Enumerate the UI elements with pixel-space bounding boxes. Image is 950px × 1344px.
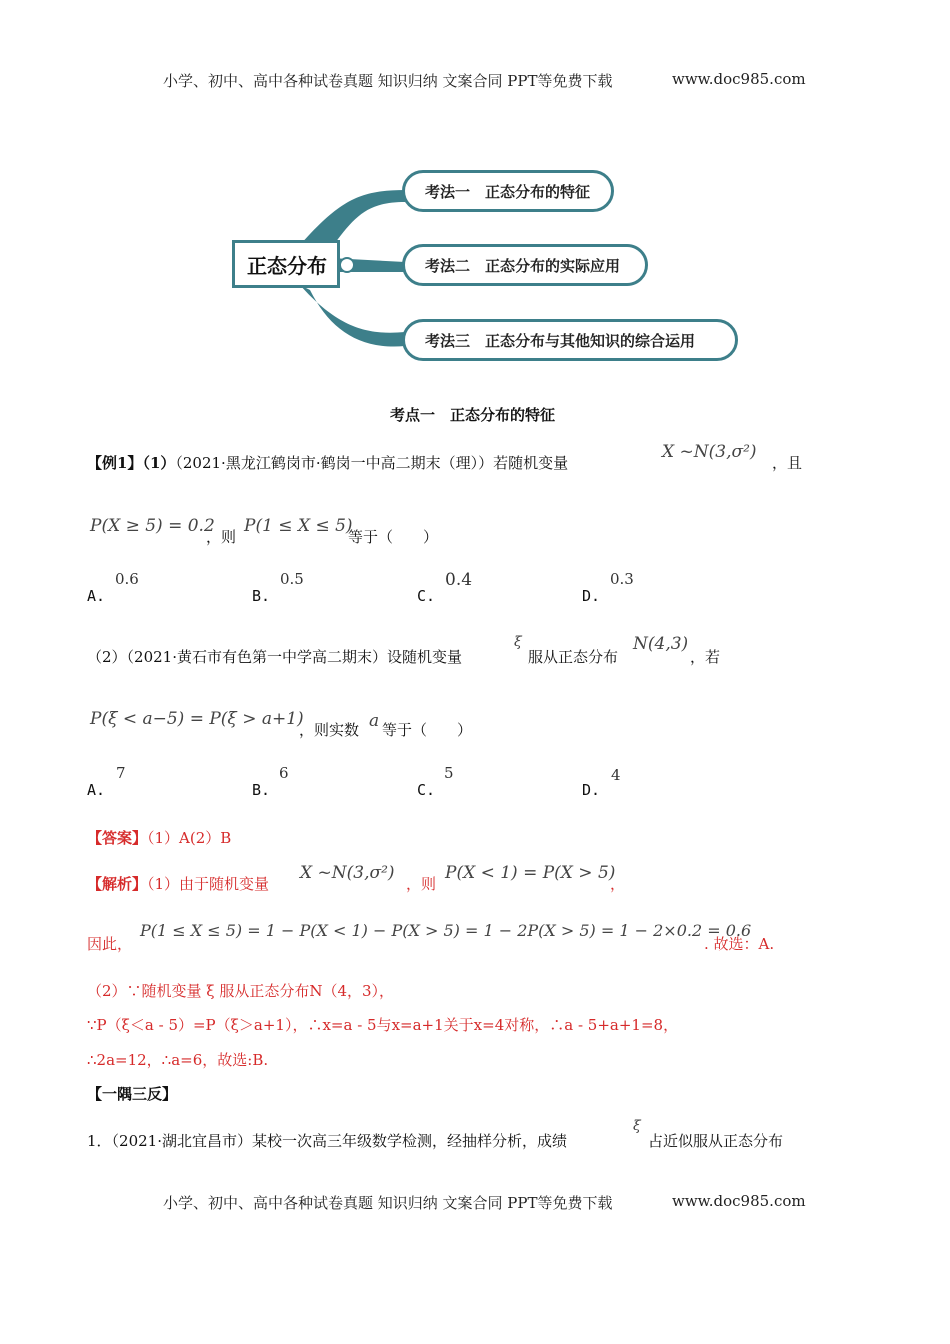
- q1-target: P(1 ≤ X ≤ 5): [244, 516, 353, 536]
- q2-equals: 等于（ ）: [382, 721, 473, 739]
- analysis-l5: ∴2a=12，∴a=6，故选:B.: [87, 1051, 269, 1069]
- analysis-l2-eq: P(1 ≤ X ≤ 5) = 1 − P(X < 1) − P(X > 5) = 1 − 2P(X > 5) = 1 − 2×0.2 = 0.6: [140, 921, 752, 940]
- q2-option-d-label: D.: [582, 781, 601, 799]
- mindmap-root: 正态分布: [232, 240, 340, 288]
- q2-option-b-value: 6: [279, 764, 289, 782]
- section-title: 考点一 正态分布的特征: [390, 406, 556, 424]
- example-q1-num: （1）: [142, 454, 176, 472]
- footer-url: www.doc985.com: [672, 1192, 806, 1210]
- q2-follows: 服从正态分布: [528, 648, 619, 666]
- answer-line: [87, 827, 231, 848]
- q2-option-c-label: C.: [417, 781, 436, 799]
- q1-option-b-value: 0.5: [280, 570, 304, 588]
- q2-option-a-value: 7: [116, 764, 126, 782]
- practice-tag: 【一隅三反】: [87, 1085, 178, 1103]
- analysis-l3: （2）∵随机变量 ξ 服从正态分布N（4，3），: [87, 982, 395, 1000]
- q2-then: ，则实数: [299, 721, 360, 739]
- q2-xi: ξ: [514, 634, 522, 650]
- answer-tag: 【答案】: [87, 829, 148, 847]
- mindmap-branch-3: 考法三 正态分布与其他知识的综合运用: [402, 319, 738, 361]
- example-tag: 【例1】: [87, 454, 143, 472]
- header-url: www.doc985.com: [672, 70, 806, 88]
- footer-text: 小学、初中、高中各种试卷真题 知识归纳 文案合同 PPT等免费下载: [163, 1194, 613, 1212]
- q1-option-b-label: B.: [252, 587, 271, 605]
- q1-option-a-value: 0.6: [115, 570, 139, 588]
- q2-option-c-value: 5: [444, 764, 454, 782]
- analysis-l1-then: ，则: [406, 875, 437, 893]
- practice-item-1-end: 占近似服从正态分布: [648, 1132, 784, 1150]
- q1-option-c-value: 0.4: [445, 570, 473, 590]
- q2-dist: N(4,3): [633, 634, 689, 654]
- mindmap-branch-1: 考法一 正态分布的特征: [402, 170, 614, 212]
- analysis-l1-eq: P(X < 1) = P(X > 5): [445, 863, 616, 883]
- q1-option-c-label: C.: [417, 587, 436, 605]
- q2-option-a-label: A.: [87, 781, 106, 799]
- analysis-l1-end: ，: [610, 875, 626, 893]
- analysis-line-1: [87, 873, 269, 894]
- analysis-l2-prefix: 因此，: [87, 935, 133, 953]
- q2-option-d-value: 4: [611, 766, 621, 784]
- analysis-l2-end: . 故选：A.: [704, 935, 775, 953]
- answer-text: （1）A(2）B: [147, 829, 232, 847]
- analysis-l4: ∵P（ξ＜a - 5）=P（ξ＞a+1），∴x=a - 5与x=a+1关于x=4对称，∴a - 5+a+1=8，: [87, 1016, 679, 1034]
- q2-if: ，若: [690, 648, 721, 666]
- example-q1-source: （2021·黑龙江鹤岗市·鹤岗一中高二期末（理））若随机变量: [175, 454, 569, 472]
- practice-xi: ξ: [633, 1118, 641, 1134]
- q1-option-d-value: 0.3: [610, 570, 634, 588]
- q2-option-b-label: B.: [252, 781, 271, 799]
- q2-a: a: [369, 711, 380, 731]
- q2-cond: P(ξ < a−5) = P(ξ > a+1): [90, 709, 304, 729]
- q1-equals: 等于（ ）: [348, 528, 439, 546]
- header-text: 小学、初中、高中各种试卷真题 知识归纳 文案合同 PPT等免费下载: [163, 72, 613, 90]
- q1-and: ，且: [772, 454, 803, 472]
- mindmap-branch-2: 考法二 正态分布的实际应用: [402, 244, 648, 286]
- q1-then: ，则: [206, 528, 237, 546]
- practice-item-1: 1．（2021·湖北宜昌市）某校一次高三年级数学检测，经抽样分析，成绩: [87, 1132, 567, 1150]
- q1-dist: X ~N(3,σ²): [662, 442, 757, 462]
- q1-option-a-label: A.: [87, 587, 106, 605]
- q2-source: （2）（2021·黄石市有色第一中学高二期末）设随机变量: [87, 648, 462, 666]
- analysis-l1-text: （1）由于随机变量: [147, 875, 270, 893]
- q1-option-d-label: D.: [582, 587, 601, 605]
- example-line-1: [87, 452, 568, 473]
- analysis-tag: 【解析】: [87, 875, 148, 893]
- q1-cond: P(X ≥ 5) = 0.2: [90, 516, 215, 536]
- analysis-l1-dist: X ~N(3,σ²): [300, 863, 395, 883]
